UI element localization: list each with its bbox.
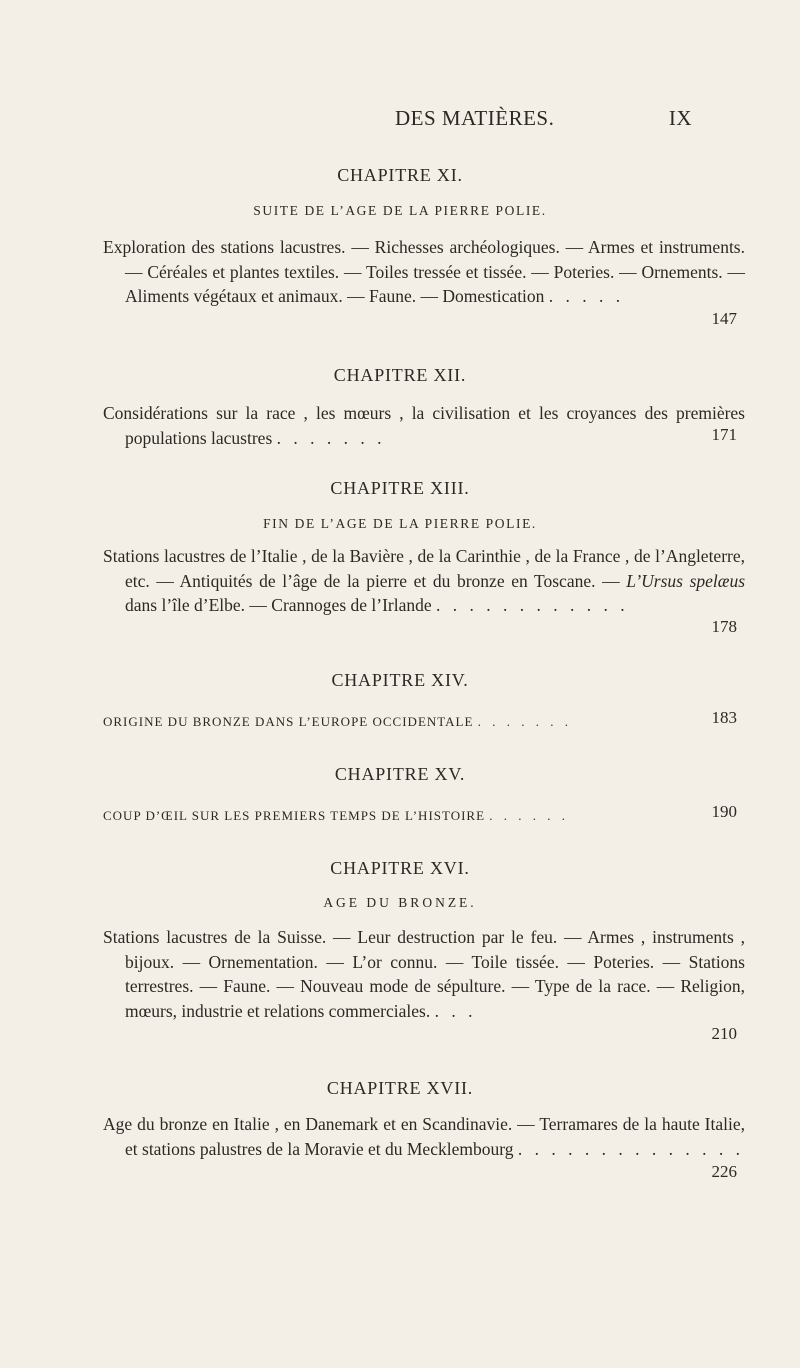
chapter-15-page: 190: [711, 802, 737, 821]
chapter-16-subtitle: AGE DU BRONZE.: [323, 895, 477, 910]
chapter-16-page: 210: [711, 1024, 737, 1043]
chapter-11-subtitle: SUITE DE L’AGE DE LA PIERRE POLIE.: [253, 203, 547, 218]
chapter-12-page: 171: [711, 425, 737, 444]
dot-leader: . . . . . . .: [477, 714, 572, 729]
chapter-12-text: Considérations sur la race , les mœurs , la civilisation et les croyances des premières populations lacustres: [103, 403, 745, 448]
chapter-13-entry: [103, 544, 745, 618]
chapter-13-page: 178: [711, 617, 737, 636]
chapter-16-heading: CHAPITRE XVI.: [330, 858, 470, 878]
chapter-17-heading: CHAPITRE XVII.: [326, 1078, 474, 1098]
chapter-11-entry: [103, 235, 745, 309]
chapter-12-entry: [103, 401, 745, 450]
chapter-15-heading: CHAPITRE XV.: [334, 764, 466, 784]
chapter-17-entry: [103, 1112, 745, 1161]
chapter-14-text: ORIGINE DU BRONZE DANS L’EUROPE OCCIDENTALE: [103, 714, 474, 729]
dot-leader: . . . . . . . . . . . . . .: [517, 1138, 744, 1159]
chapter-13-text-b: dans l’île d’Elbe. — Crannoges de l’Irlande: [125, 595, 432, 615]
page-folio: IX: [668, 106, 692, 130]
chapter-13-italic: L’Ursus spelæus: [626, 570, 746, 591]
chapter-17-text: Age du bronze en Italie , en Danemark et en Scandinavie. — Terramares de la haute Italie, et stations palustres de la Moravie et du Mecklembourg: [103, 1114, 745, 1159]
chapter-14-page: 183: [711, 708, 737, 727]
chapter-13-subtitle: FIN DE L’AGE DE LA PIERRE POLIE.: [263, 516, 537, 531]
chapter-14-heading: CHAPITRE XIV.: [331, 670, 469, 690]
dot-leader: . . . . .: [548, 286, 625, 306]
chapter-13-heading: CHAPITRE XIII.: [330, 478, 470, 498]
chapter-15-entry: [103, 804, 723, 829]
chapter-11-text: Exploration des stations lacustres. — Richesses archéologiques. — Armes et instruments. — Céréales et plantes textiles. — Toiles tressée et tissée. — Poteries. — Ornements. — Aliments végétaux et animaux. — Faune. — Domestication: [103, 237, 745, 306]
dot-leader: . . .: [434, 1000, 477, 1021]
chapter-16-entry: [103, 925, 745, 1023]
chapter-15-text: COUP D’ŒIL SUR LES PREMIERS TEMPS DE L’HISTOIRE: [103, 808, 486, 823]
chapter-12-heading: CHAPITRE XII.: [333, 365, 467, 385]
chapter-17-page: 226: [711, 1162, 737, 1181]
chapter-16-text: Stations lacustres de la Suisse. — Leur destruction par le feu. — Armes , instruments , bijoux. — Ornementation. — L’or connu. — Toile tissée. — Poteries. — Stations terrestres. — Faune. — Nouveau mode de sépulture. — Type de la race. — Religion, mœurs, industrie et relations commerciales.: [103, 927, 745, 1021]
running-head: [224, 106, 692, 136]
dot-leader: . . . . . . .: [276, 427, 386, 448]
chapter-11-page: 147: [711, 309, 737, 328]
dot-leader: . . . . . . . . . . . .: [436, 595, 629, 615]
chapter-13-text-a: Stations lacustres de l’Italie , de la Bavière , de la Carinthie , de la France , de l’Angleterre, etc. — Antiquités de l’âge de la pierre et du bronze en Toscane. —: [103, 546, 745, 591]
chapter-14-entry: [103, 710, 723, 735]
dot-leader: . . . . . .: [489, 808, 570, 823]
running-title: DES MATIÈRES.: [395, 106, 555, 130]
chapter-11-heading: CHAPITRE XI.: [337, 165, 463, 185]
